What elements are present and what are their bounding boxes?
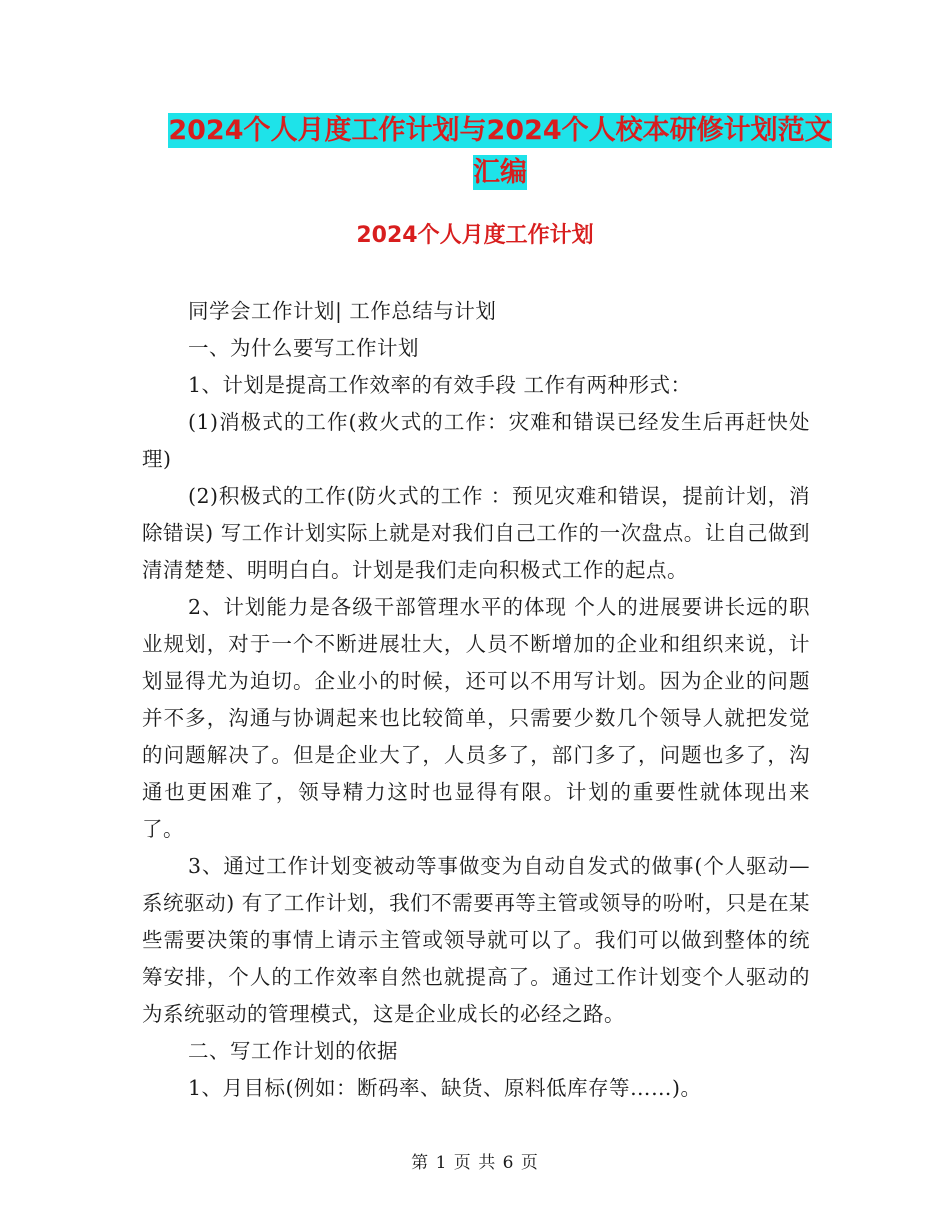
paragraph: (2)积极式的工作(防火式的工作 ：预见灾难和错误，提前计划，消除错误) 写工作计划实际上就是对我们自己工作的一次盘点。让自己做到清清楚楚、明明白白。计划是我们走向积极式工作的起点。 bbox=[142, 484, 810, 582]
paragraph: (1)消极式的工作(救火式的工作：灾难和错误已经发生后再赶快处理) bbox=[142, 410, 810, 471]
paragraph: 3、通过工作计划变被动等事做变为自动自发式的做事(个人驱动—系统驱动) 有了工作计划，我们不需要再等主管或领导的吩咐，只是在某些需要决策的事情上请示主管或领导就可以了。我们可以做到整体的统筹安排，个人的工作效率自然也就提高了。通过工作计划变个人驱动的为系统驱动的管理模式，这是企业成长的必经之路。 bbox=[142, 854, 810, 1026]
document-body bbox=[142, 293, 810, 1107]
paragraph: 2、计划能力是各级干部管理水平的体现 个人的进展要讲长远的职业规划，对于一个不断进展壮大，人员不断增加的企业和组织来说，计划显得尤为迫切。企业小的时候，还可以不用写计划。因为企业的问题并不多，沟通与协调起来也比较简单，只需要少数几个领导人就把发觉的问题解决了。但是企业大了，人员多了，部门多了，问题也多了，沟通也更困难了，领导精力这时也显得有限。计划的重要性就体现出来了。 bbox=[142, 595, 810, 841]
page-footer: 第 1 页 共 6 页 bbox=[411, 1153, 539, 1173]
document-title-line-1 bbox=[140, 110, 860, 152]
document-title-line-2 bbox=[140, 152, 860, 194]
paragraph: 1、计划是提高工作效率的有效手段 工作有两种形式： bbox=[188, 373, 692, 397]
paragraph: 同学会工作计划| 工作总结与计划 bbox=[188, 299, 497, 323]
title-highlight-1: 2024个人月度工作计划与2024个人校本研修计划范文 bbox=[168, 115, 832, 146]
title-highlight-2: 汇编 bbox=[473, 157, 527, 188]
section-title: 2024个人月度工作计划 bbox=[356, 223, 594, 248]
paragraph: 一、为什么要写工作计划 bbox=[188, 336, 419, 360]
paragraph: 二、写工作计划的依据 bbox=[188, 1039, 398, 1063]
paragraph: 1、月目标(例如：断码率、缺货、原料低库存等……)。 bbox=[188, 1076, 702, 1100]
